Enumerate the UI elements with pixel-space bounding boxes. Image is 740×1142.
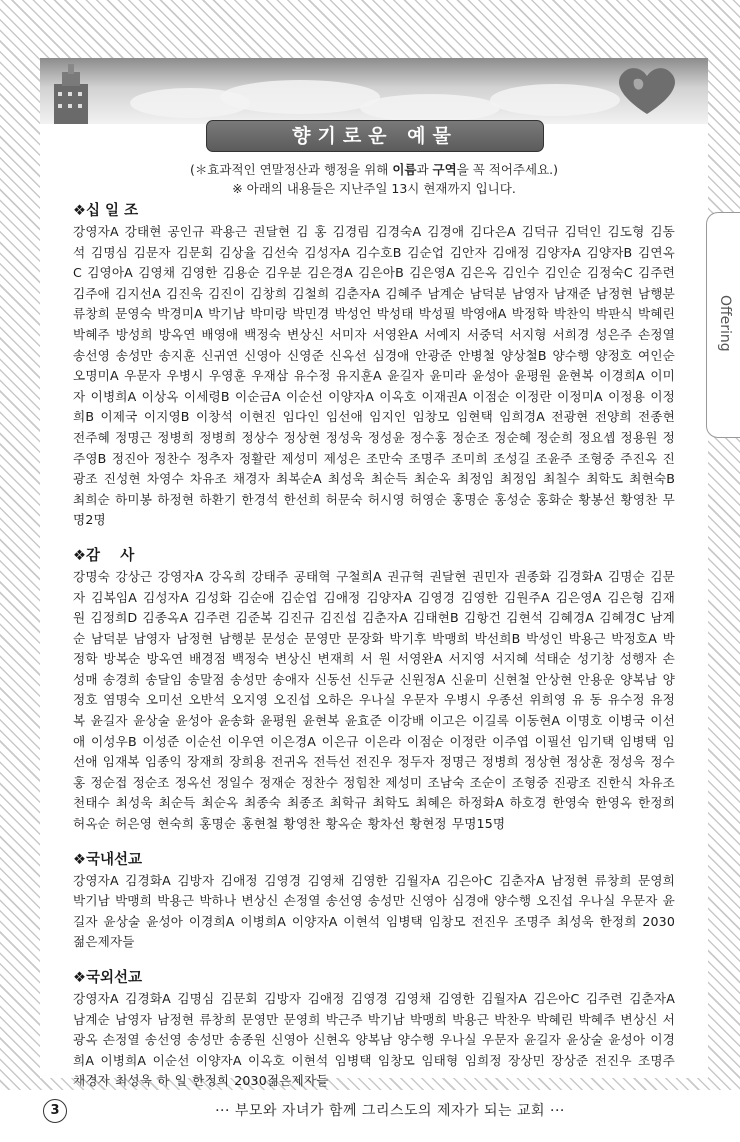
building-icon	[48, 64, 94, 124]
footer-motto: ··· 부모와 자녀가 함께 그리스도의 제자가 되는 교회 ···	[215, 1103, 565, 1119]
content-panel	[40, 58, 708, 1089]
section-title-tithe: ❖십 일 조	[73, 203, 139, 219]
side-tab	[706, 212, 740, 438]
date-note: ※ 아래의 내용들은 지난주일 13시 현재까지 입니다.	[232, 181, 516, 196]
names-domestic-mission: 강영자A 김경화A 김방자 김애정 김영경 김영채 김영한 김월자A 김은아C 김춘자A 남정현 류창희 문영희 박기남 박맹희 박용근 박하나 변상신 손정열 송선영 송성만 신영아 심경애 양수행 오진섭 우나실 우문자 윤길자 윤상술 윤성아 이경희A 이병희A 이양자A 이현석 임병택 임창모 전진우 조명주 최성욱 한정희 2030젊은제자들	[73, 872, 675, 950]
page-title: 향기로운 예물	[206, 120, 544, 152]
names-tithe: 강영자A 강태현 공인규 곽용근 권달현 김 홍 김경림 김경숙A 김경애 김다은A 김덕규 김덕인 김도형 김동석 김명심 김문자 김문회 김상율 김선숙 김성자A 김수호B 김순업 김안자 김애정 김양자A 김양자B 김연옥C 김영아A 김영채 김영한 김용순 김우분 김은경A 김은아B 김은영A 김은옥 김인수 김인순 김정숙C 김주련 김주애 김지선A 김진욱 김진이 김창희 김철희 김춘자A 김혜주 남계순 남덕분 남영자 남재준 남정현 남행분 류창희 문영숙 박경미A 박기남 박미랑 박민경 박성언 박성태 박성필 박영애A 박정학 박찬익 박판식 박혜린 박혜주 방성희 방옥연 배영애 백정숙 변상신 서미자 서영완A 서예지 서중덕 서지형 서희경 성은주 손정열 송선영 송성만 송지훈 신귀연 신영아 신영준 신옥선 심경애 안광준 안병철 양상철B 양수행 양정호 여인순 오명미A 우문자 우병시 우영훈 우재삼 유수정 유지훈A 윤길자 윤미라 윤성아 윤평원 윤현복 이경희A 이미자 이병희A 이상옥 이세령B 이순금A 이순선 이양자A 이옥호 이재권A 이점순 이정란 이정미A 이정용 이정희B 이제국 이지영B 이창석 이현진 임다인 임선애 임지인 임창모 임현택 임희경A 전광현 전양희 전종현 전주혜 정명근 정병희 정병희 정상수 정상현 정성욱 정성윤 정수홍 정순조 정순혜 정순희 정요셉 정용원 정주영B 정진아 정찬수 정추자 정활란 제성미 제성은 조만숙 조명주 조미희 조성길 조윤주 조형중 주진옥 진광조 진성현 차영수 차유조 채경자 최복순A 최성욱 최순득 최순옥 최정임 최정임 최칠수 최학도 최현숙B 최희순 하미봉 하정현 하환기 한경석 한선희 허문숙 허시영 허영순 홍명순 홍성순 홍화순 황봉선 황영찬 무명2명	[73, 224, 675, 528]
header-banner-image	[40, 58, 708, 124]
section-title-overseas-mission: ❖국외선교	[73, 970, 143, 986]
heart-globe-icon	[612, 62, 682, 116]
page-number: 3	[43, 1099, 67, 1123]
side-tab-label: Offering	[717, 295, 733, 352]
names-overseas-mission: 강영자A 김경화A 김명심 김문회 김방자 김애정 김영경 김영채 김영한 김월자A 김은아C 김주련 김춘자A 남계순 남영자 남정현 류창희 문영만 문영희 박근주 박기남 박맹희 박용근 박찬우 박혜린 박혜주 변상신 서광옥 손정열 송선영 송성만 송종원 신영아 신현옥 양복남 양수행 우나실 우문자 윤길자 윤상술 윤성아 이경희A 이병희A 이순선 이양자A 이옥호 이현석 임병택 임창모 임태형 임희정 장상민 장상준 전진우 조명주 채경자 최성욱 하 일 한정희 2030젊은제자들	[73, 991, 675, 1089]
instruction-note: (＊효과적인 연말정산과 행정을 위해 이름과 구역을 꼭 적어주세요.)	[189, 162, 559, 177]
section-title-domestic-mission: ❖국내선교	[73, 851, 143, 868]
offering-list	[73, 200, 675, 1106]
section-title-thanksgiving: ❖감 사	[73, 547, 135, 564]
names-thanksgiving: 강명숙 강상근 강영자A 강옥희 강태주 공태혁 구철희A 권규혁 권달현 권민자 권종화 김경화A 김명순 김문자 김복임A 김성자A 김성화 김순애 김순업 김애정 김양자A 김영경 김영한 김원주A 김은영A 김은형 김재원 김정희D 김종옥A 김주련 김준복 김진규 김진섭 김춘자A 김태현B 김항건 김현석 김혜경A 김혜경C 남계순 남덕분 남영자 남정현 남행분 문성순 문영만 문장화 박기후 박맹희 박선희B 박성인 박용근 박정호A 박정학 방복순 방옥연 배경점 백정숙 변상신 변재희 서 원 서영완A 서지영 서지혜 석태순 성기창 성행자 손성매 송경희 송달임 송말점 송성만 송애자 신동선 신두균 신원정A 신윤미 신현철 안상현 안용운 양복남 양정호 염명숙 오미선 오반석 오지영 오진섭 오하은 우나실 우문자 우병시 우종선 위희영 유 동 유수정 유정복 윤길자 윤상술 윤성아 윤송화 윤평원 윤현복 윤효준 이강배 이고은 이길록 이동현A 이명호 이병국 이선애 이성우B 이성준 이순선 이우연 이은경A 이은규 이은라 이점순 이정란 이주엽 이필선 임기택 임병택 임선애 임재복 임종익 장재희 장희용 전귀옥 전득선 전진우 정두자 정명근 정병희 정상현 정상훈 정성욱 정수홍 정순접 정순조 정옥선 정일수 정재순 정찬수 정힘찬 제성미 조남숙 조순이 조형중 진광조 진한식 차유조 천태수 최성욱 최순득 최순옥 최종숙 최종조 최학규 최학도 최혜은 하정화A 하호경 한영숙 한영옥 한정희 허옥순 허은영 현숙희 홍명순 홍현철 황영찬 황옥순 황차선 황현정 무명15명	[73, 568, 675, 832]
